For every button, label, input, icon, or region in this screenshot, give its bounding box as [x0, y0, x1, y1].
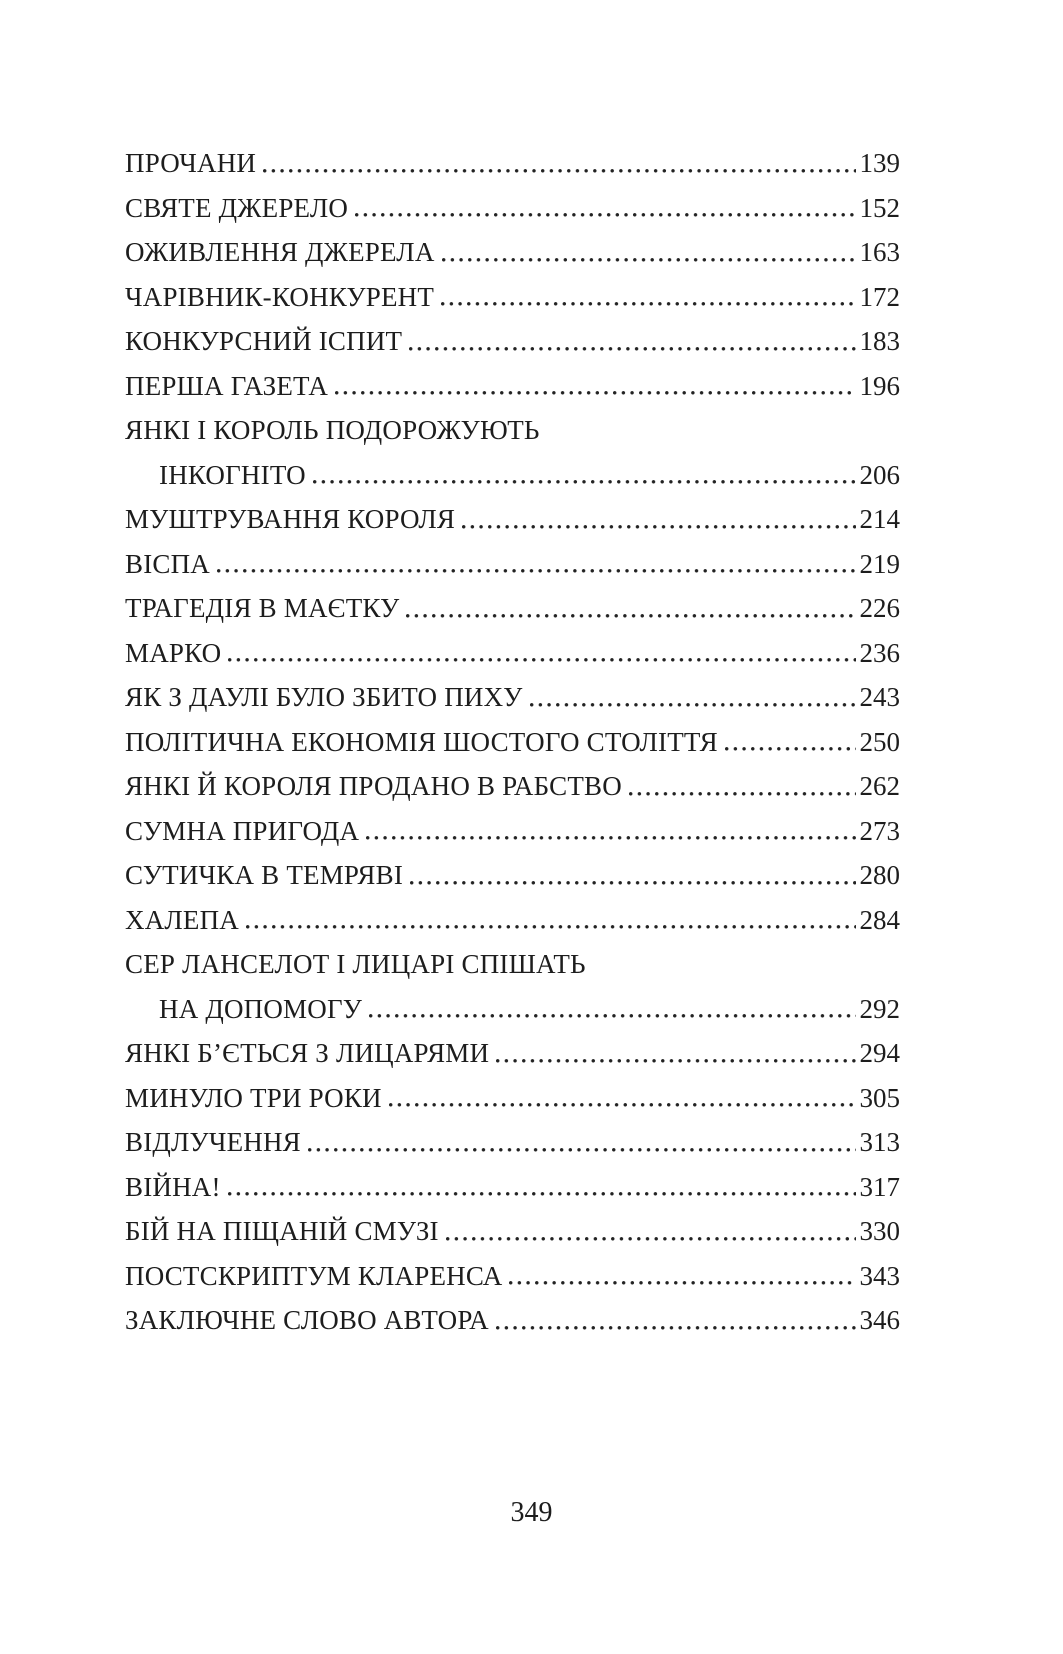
dot-leader — [308, 1148, 856, 1152]
dot-leader — [217, 569, 855, 573]
toc-entry-title: БІЙ НА ПІЩАНІЙ СМУЗІ — [125, 1216, 439, 1246]
toc-entry-title: ЯНКІ Й КОРОЛЯ ПРОДАНО В РАБСТВО — [125, 771, 622, 801]
toc-entry-page: 284 — [859, 904, 900, 935]
toc-entry — [125, 275, 900, 320]
toc-entry-title: МИНУЛО ТРИ РОКИ — [125, 1082, 382, 1113]
dot-leader — [313, 480, 856, 484]
toc-entry-page: 292 — [859, 993, 900, 1024]
toc-entry-title: ТРАГЕДІЯ В МАЄТКУ — [125, 593, 400, 623]
toc-entry-page: 346 — [859, 1305, 900, 1335]
toc-entry — [125, 1254, 900, 1299]
toc-entry-title: ПОСТСКРИПТУМ КЛАРЕНСА — [125, 1260, 503, 1291]
toc-entry — [125, 809, 900, 854]
dot-leader — [462, 525, 855, 529]
dot-leader — [355, 213, 855, 217]
toc-entry-title: СУТИЧКА В ТЕМРЯВІ — [125, 860, 404, 890]
dot-leader — [406, 614, 855, 618]
toc-entry — [125, 1031, 900, 1076]
toc-entry-page: 250 — [859, 726, 900, 757]
toc-entry-title: ВІЙНА! — [125, 1171, 221, 1202]
dot-leader — [446, 1237, 856, 1241]
dot-leader — [228, 658, 855, 662]
dot-leader — [725, 747, 856, 751]
dot-leader — [441, 302, 855, 306]
toc-entry-title: ЯНКІ Б’ЄТЬСЯ З ЛИЦАРЯМИ — [125, 1038, 490, 1068]
dot-leader — [509, 1281, 855, 1285]
toc-entry-page: 206 — [859, 459, 900, 490]
toc-entry-page: 343 — [859, 1260, 900, 1291]
toc-entry — [125, 141, 900, 186]
toc-entry — [125, 1076, 900, 1121]
toc-entry — [125, 675, 900, 720]
toc-entry — [125, 497, 900, 542]
toc-entry-page: 196 — [859, 370, 900, 401]
page-number-footer: 349 — [510, 1497, 553, 1528]
toc-entry — [125, 364, 900, 409]
toc-entry — [125, 542, 900, 587]
toc-entry-page: 330 — [859, 1216, 900, 1246]
toc-entry — [125, 586, 900, 631]
toc-entry-page: 236 — [859, 637, 900, 668]
toc-entry-page: 172 — [859, 281, 900, 312]
toc-entry-page: 243 — [859, 682, 900, 712]
toc-entry — [125, 898, 900, 943]
toc-entry-title: ПОЛІТИЧНА ЕКОНОМІЯ ШОСТОГО СТОЛІТТЯ — [125, 726, 718, 757]
toc-entry — [125, 942, 900, 987]
dot-leader — [629, 792, 856, 796]
toc-entry-page: 214 — [859, 504, 900, 534]
toc-entry-title: СУМНА ПРИГОДА — [125, 815, 360, 846]
toc-entry-title: ПРОЧАНИ — [125, 148, 257, 178]
toc-entry-title: ЧАРІВНИК-КОНКУРЕНТ — [125, 281, 435, 312]
toc-entry — [125, 1120, 900, 1165]
toc-entry — [125, 764, 900, 809]
toc-entry — [125, 453, 900, 498]
toc-entry-title: ХАЛЕПА — [125, 904, 239, 935]
toc-entry — [125, 1209, 900, 1254]
toc-entry-page: 183 — [859, 326, 900, 356]
toc-entry-title: НА ДОПОМОГУ — [159, 993, 363, 1024]
toc-entry — [125, 987, 900, 1032]
dot-leader — [335, 391, 855, 395]
toc-entry-page: 317 — [859, 1171, 900, 1202]
toc-entry-page: 163 — [859, 237, 900, 267]
dot-leader — [263, 169, 855, 173]
toc-entry — [125, 186, 900, 231]
toc-entry-page: 262 — [859, 771, 900, 801]
toc-entry-page: 219 — [859, 548, 900, 579]
toc-entry-title: МАРКО — [125, 637, 222, 668]
dot-leader — [366, 836, 855, 840]
dot-leader — [369, 1014, 855, 1018]
toc-entry-title: ВІДЛУЧЕННЯ — [125, 1127, 301, 1157]
table-of-contents — [125, 141, 900, 1343]
toc-entry — [125, 319, 900, 364]
toc-entry-title: ВІСПА — [125, 548, 211, 579]
toc-entry-page: 152 — [859, 192, 900, 223]
toc-entry-title: ЯНКІ І КОРОЛЬ ПОДОРОЖУЮТЬ — [125, 415, 540, 445]
toc-entry-page: 226 — [859, 593, 900, 623]
toc-entry-page: 273 — [859, 815, 900, 846]
dot-leader — [496, 1059, 855, 1063]
toc-entry-title: ПЕРША ГАЗЕТА — [125, 370, 329, 401]
toc-entry-title: МУШТРУВАННЯ КОРОЛЯ — [125, 504, 456, 534]
dot-leader — [410, 881, 855, 885]
toc-entry-page: 139 — [859, 148, 900, 178]
toc-entry-page: 280 — [859, 860, 900, 890]
toc-entry — [125, 230, 900, 275]
toc-entry-title: ОЖИВЛЕННЯ ДЖЕРЕЛА — [125, 237, 435, 267]
dot-leader — [496, 1326, 856, 1330]
toc-entry — [125, 853, 900, 898]
toc-entry-page: 313 — [859, 1127, 900, 1157]
dot-leader — [409, 347, 855, 351]
dot-leader — [228, 1192, 856, 1196]
toc-entry-page: 305 — [859, 1082, 900, 1113]
dot-leader — [246, 925, 856, 929]
toc-entry — [125, 631, 900, 676]
dot-leader — [530, 703, 856, 707]
dot-leader — [442, 258, 856, 262]
toc-entry-title: СВЯТЕ ДЖЕРЕЛО — [125, 192, 349, 223]
toc-entry-title: ІНКОГНІТО — [159, 459, 306, 490]
toc-entry — [125, 1298, 900, 1343]
toc-entry-title: СЕР ЛАНСЕЛОТ І ЛИЦАРІ СПІШАТЬ — [125, 949, 586, 979]
toc-entry-page: 294 — [859, 1038, 900, 1068]
toc-entry-title: КОНКУРСНИЙ ІСПИТ — [125, 326, 403, 356]
toc-entry — [125, 1165, 900, 1210]
toc-entry — [125, 408, 900, 453]
dot-leader — [389, 1103, 856, 1107]
toc-entry-title: ЗАКЛЮЧНЕ СЛОВО АВТОРА — [125, 1305, 489, 1335]
toc-entry — [125, 720, 900, 765]
toc-entry-title: ЯК З ДАУЛІ БУЛО ЗБИТО ПИХУ — [125, 682, 523, 712]
